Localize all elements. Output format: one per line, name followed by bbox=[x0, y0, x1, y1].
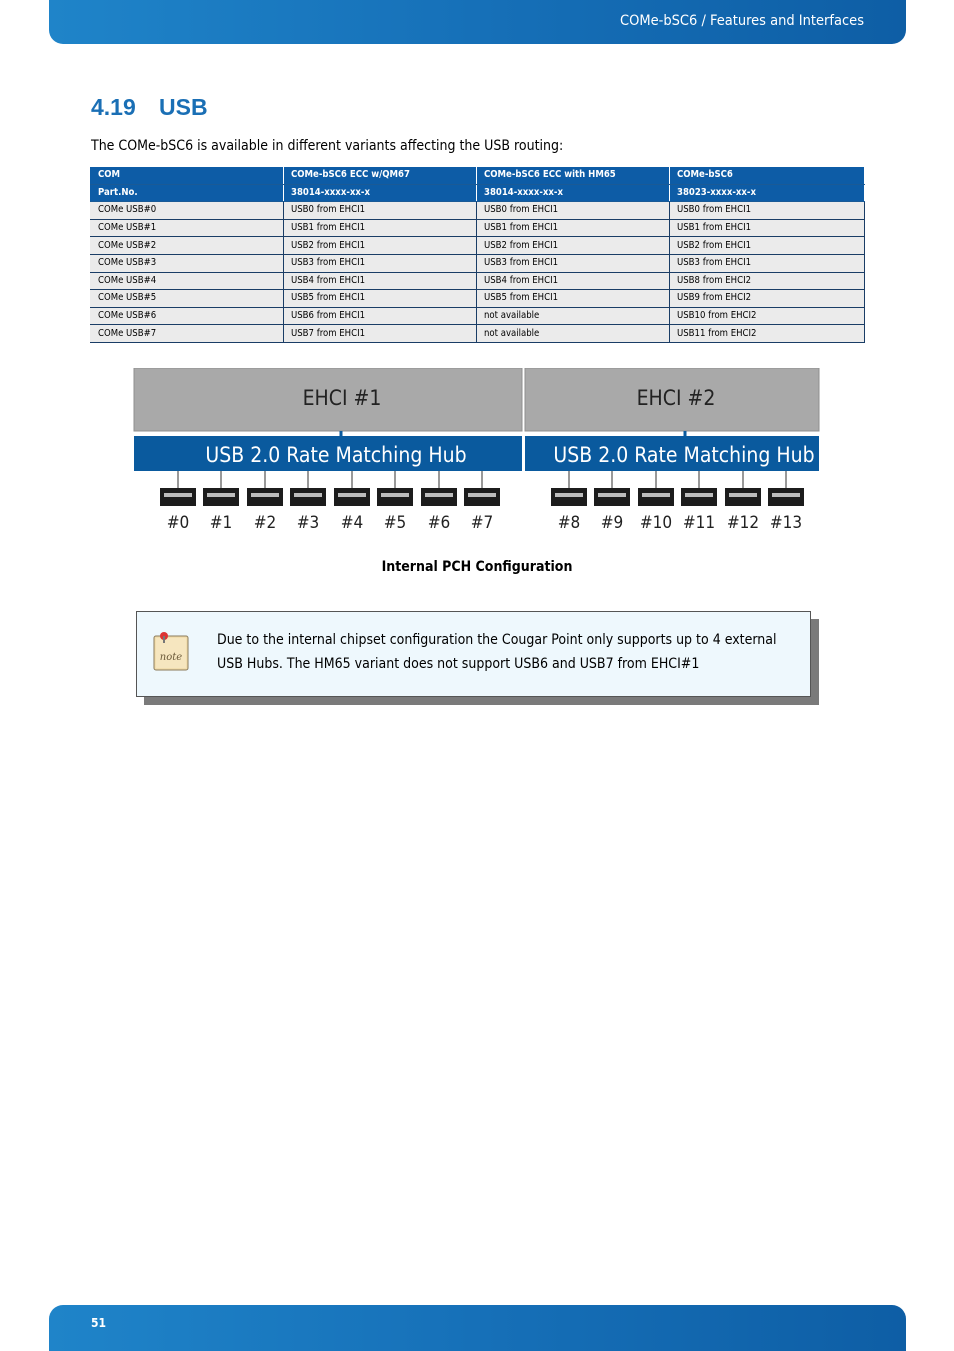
usb-port-slot bbox=[642, 493, 670, 497]
table-cell: COMe USB#6 bbox=[91, 307, 284, 325]
usb-routing-table bbox=[90, 166, 865, 343]
table-cell: COMe USB#3 bbox=[91, 254, 284, 272]
port-label: #5 bbox=[383, 513, 407, 533]
port-label: #2 bbox=[253, 513, 277, 533]
table-cell: USB4 from EHCI1 bbox=[477, 272, 670, 290]
table-cell: USB10 from EHCI2 bbox=[670, 307, 865, 325]
table-cell: USB1 from EHCI1 bbox=[670, 219, 865, 237]
table-cell: USB1 from EHCI1 bbox=[284, 219, 477, 237]
table-header-row bbox=[91, 167, 865, 185]
table-cell: USB6 from EHCI1 bbox=[284, 307, 477, 325]
table-cell: 38014-xxxx-xx-x bbox=[477, 184, 670, 202]
ehci-label: EHCI #1 bbox=[302, 386, 382, 410]
table-cell: Part.No. bbox=[91, 184, 284, 202]
usb-port-slot bbox=[381, 493, 409, 497]
table-cell: COMe USB#2 bbox=[91, 237, 284, 255]
table-cell: COMe USB#0 bbox=[91, 202, 284, 220]
note-icon bbox=[151, 630, 191, 674]
usb-port-slot bbox=[468, 493, 496, 497]
intro-paragraph: The COMe-bSC6 is available in different variants affecting the USB routing: bbox=[91, 138, 564, 154]
table-cell: USB2 from EHCI1 bbox=[477, 237, 670, 255]
table-cell: COMe-bSC6 ECC w/QM67 bbox=[284, 167, 477, 185]
usb-port-slot bbox=[555, 493, 583, 497]
usb-port-slot bbox=[338, 493, 366, 497]
port-label: #6 bbox=[427, 513, 451, 533]
port-label: #1 bbox=[209, 513, 233, 533]
page-header-bar bbox=[49, 0, 906, 44]
table-cell: COMe USB#7 bbox=[91, 325, 284, 343]
section-title: USB bbox=[159, 94, 208, 120]
table-cell: COM bbox=[91, 167, 284, 185]
table-cell: USB11 from EHCI2 bbox=[670, 325, 865, 343]
table-row bbox=[91, 237, 865, 255]
page-footer-bar bbox=[49, 1305, 906, 1351]
ehci-label: EHCI #2 bbox=[636, 386, 716, 410]
table-cell: COMe USB#4 bbox=[91, 272, 284, 290]
table-row bbox=[91, 202, 865, 220]
usb-port-slot bbox=[772, 493, 800, 497]
port-label: #10 bbox=[639, 513, 673, 533]
table-cell: 38014-xxxx-xx-x bbox=[284, 184, 477, 202]
table-row bbox=[91, 254, 865, 272]
usb-port-slot bbox=[251, 493, 279, 497]
table-row bbox=[91, 325, 865, 343]
usb-port-slot bbox=[164, 493, 192, 497]
table-cell: not available bbox=[477, 325, 670, 343]
usb-port-slot bbox=[425, 493, 453, 497]
port-label: #12 bbox=[726, 513, 760, 533]
table-cell: USB4 from EHCI1 bbox=[284, 272, 477, 290]
port-label: #0 bbox=[166, 513, 190, 533]
table-cell: USB5 from EHCI1 bbox=[284, 290, 477, 308]
hub-label: USB 2.0 Rate Matching Hub bbox=[205, 443, 467, 467]
port-label: #11 bbox=[682, 513, 716, 533]
table-cell: USB5 from EHCI1 bbox=[477, 290, 670, 308]
port-label: #9 bbox=[600, 513, 624, 533]
note-box bbox=[136, 611, 811, 697]
port-label: #3 bbox=[296, 513, 320, 533]
table-cell: USB0 from EHCI1 bbox=[670, 202, 865, 220]
section-number: 4.19 bbox=[91, 94, 136, 120]
table-cell: USB7 from EHCI1 bbox=[284, 325, 477, 343]
table-cell: USB2 from EHCI1 bbox=[284, 237, 477, 255]
header-title: COMe-bSC6 / Features and Interfaces bbox=[619, 13, 864, 29]
table-cell: 38023-xxxx-xx-x bbox=[670, 184, 865, 202]
figure-caption: Internal PCH Configuration bbox=[381, 559, 573, 575]
page-number: 51 bbox=[91, 1316, 107, 1330]
table-cell: USB1 from EHCI1 bbox=[477, 219, 670, 237]
table-cell: USB0 from EHCI1 bbox=[284, 202, 477, 220]
port-label: #7 bbox=[470, 513, 494, 533]
usb-port-slot bbox=[207, 493, 235, 497]
section-heading bbox=[91, 94, 208, 121]
note-text: Due to the internal chipset configuration the Cougar Point only supports up to 4 external USB Hubs. The HM65 variant does not support USB6 and USB7 from EHCI#1 bbox=[217, 632, 777, 672]
table-cell: USB3 from EHCI1 bbox=[284, 254, 477, 272]
table-cell: COMe USB#5 bbox=[91, 290, 284, 308]
table-row bbox=[91, 219, 865, 237]
table-cell: COMe USB#1 bbox=[91, 219, 284, 237]
table-cell: USB0 from EHCI1 bbox=[477, 202, 670, 220]
pch-usb-diagram bbox=[133, 368, 821, 538]
hub-label: USB 2.0 Rate Matching Hub bbox=[553, 443, 815, 467]
usb-port-slot bbox=[294, 493, 322, 497]
svg-text:note: note bbox=[159, 652, 183, 663]
table-row bbox=[91, 272, 865, 290]
table-cell: USB3 from EHCI1 bbox=[477, 254, 670, 272]
table-row bbox=[91, 307, 865, 325]
usb-port-slot bbox=[598, 493, 626, 497]
table-row bbox=[91, 290, 865, 308]
table-partno-row bbox=[91, 184, 865, 202]
port-label: #8 bbox=[557, 513, 581, 533]
usb-port-slot bbox=[729, 493, 757, 497]
table-cell: COMe-bSC6 bbox=[670, 167, 865, 185]
table-cell: not available bbox=[477, 307, 670, 325]
usb-port-slot bbox=[685, 493, 713, 497]
table-cell: USB9 from EHCI2 bbox=[670, 290, 865, 308]
port-label: #13 bbox=[769, 513, 803, 533]
table-cell: USB2 from EHCI1 bbox=[670, 237, 865, 255]
table-cell: USB8 from EHCI2 bbox=[670, 272, 865, 290]
table-cell: USB3 from EHCI1 bbox=[670, 254, 865, 272]
table-cell: COMe-bSC6 ECC with HM65 bbox=[477, 167, 670, 185]
port-label: #4 bbox=[340, 513, 364, 533]
